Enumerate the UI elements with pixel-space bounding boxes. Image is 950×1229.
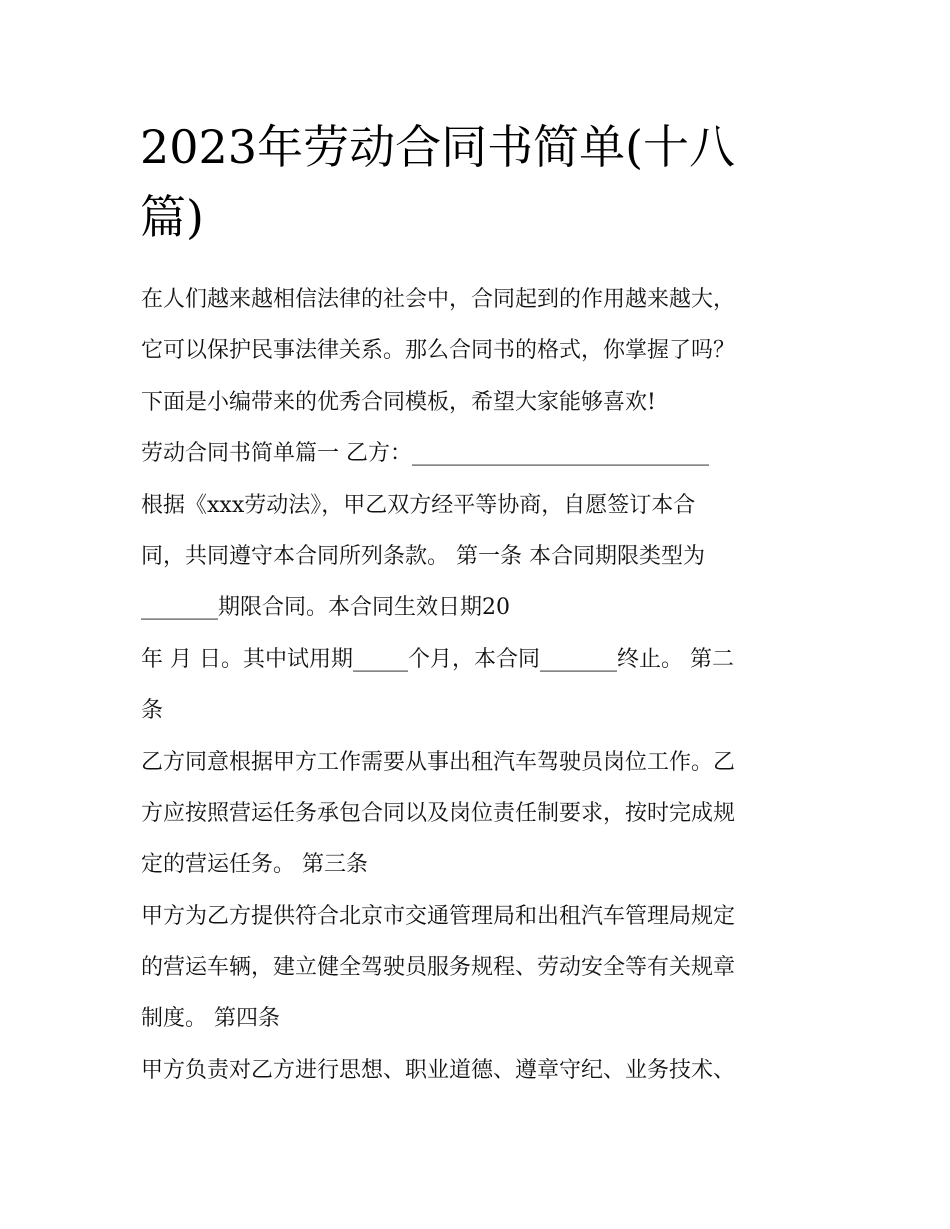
document-body: [141, 274, 831, 1096]
title-line-1: 2023年劳动合同书简单(十八: [140, 120, 736, 174]
body-line: 下面是小编带来的优秀合同模板，希望大家能够喜欢!: [141, 389, 656, 415]
body-line: 它可以保护民事法律关系。那么合同书的格式，你掌握了吗？: [141, 338, 736, 364]
body-line: 方应按照营运任务承包合同以及岗位责任制要求，按时完成规: [141, 800, 736, 826]
body-line: 劳动合同书简单篇一 乙方：___________________________: [141, 441, 709, 467]
body-line: 乙方同意根据甲方工作需要从事出租汽车驾驶员岗位工作。乙: [141, 749, 736, 775]
body-line: 的营运车辆，建立健全驾驶员服务规程、劳动安全等有关规章: [141, 955, 736, 981]
title-line-2: 篇): [140, 190, 204, 244]
body-line: 制度。 第四条: [141, 1006, 280, 1032]
body-line: 条: [141, 698, 164, 724]
document-title: [140, 112, 820, 252]
body-line: 甲方为乙方提供符合北京市交通管理局和出租汽车管理局规定: [141, 903, 736, 929]
body-line: 甲方负责对乙方进行思想、职业道德、遵章守纪、业务技术、: [141, 1057, 736, 1083]
body-line: 定的营运任务。 第三条: [141, 852, 368, 878]
body-line: 在人们越来越相信法律的社会中，合同起到的作用越来越大，: [141, 287, 736, 312]
body-line: 根据《xxx劳动法》，甲乙双方经平等协商，自愿签订本合: [141, 492, 696, 518]
body-line: 年 月 日。其中试用期_____个月，本合同_______终止。 第二: [141, 646, 734, 672]
body-line: 同，共同遵守本合同所列条款。 第一条 本合同期限类型为: [141, 543, 705, 569]
body-line: _______期限合同。本合同生效日期20: [141, 595, 510, 621]
